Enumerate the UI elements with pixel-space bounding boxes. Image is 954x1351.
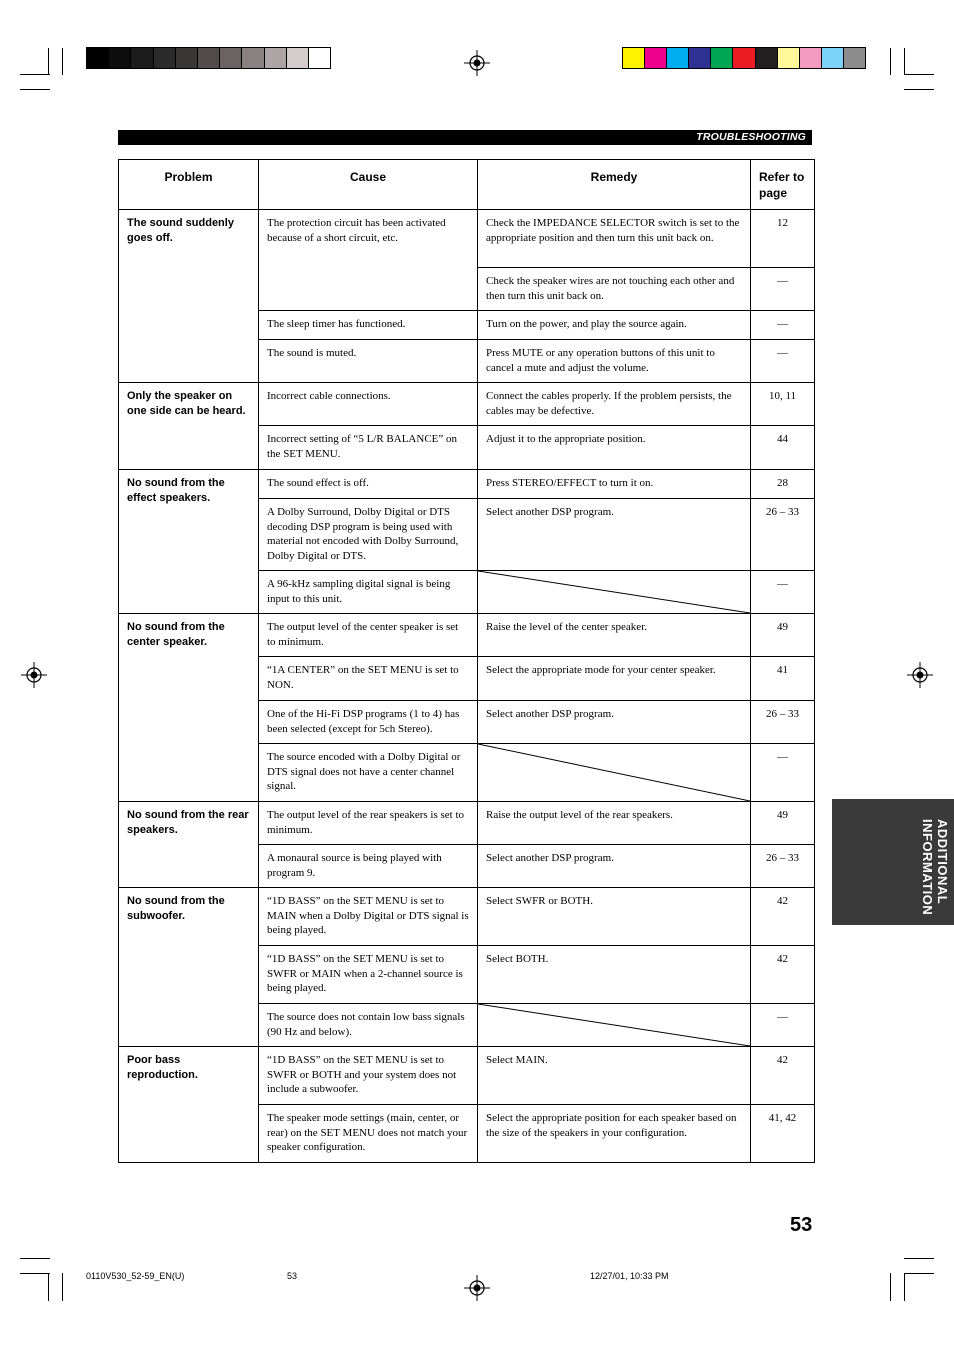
refer-cell: 44 <box>751 426 815 470</box>
color-swatch <box>309 48 330 68</box>
remedy-cell: Select another DSP program. <box>478 701 751 744</box>
refer-cell: 26 – 33 <box>751 499 815 571</box>
table-row <box>119 383 815 426</box>
color-swatch <box>109 48 131 68</box>
troubleshooting-table <box>118 159 815 1163</box>
color-swatch <box>87 48 109 68</box>
table-row <box>119 614 815 657</box>
table-row <box>119 1047 815 1105</box>
refer-cell: 42 <box>751 946 815 1004</box>
column-header-refer: Refer to page <box>751 160 815 210</box>
color-swatch <box>287 48 309 68</box>
color-swatch <box>800 48 822 68</box>
crop-mark <box>904 89 934 90</box>
side-tab-line2: INFORMATION <box>920 819 935 916</box>
color-swatch <box>667 48 689 68</box>
crop-mark <box>904 1273 934 1274</box>
table-row <box>119 470 815 499</box>
cause-cell: “1D BASS” on the SET MENU is set to SWFR or BOTH and your system does not include a subwoofer. <box>259 1047 478 1105</box>
crop-mark <box>904 1273 905 1301</box>
problem-cell: No sound from the center speaker. <box>119 614 259 802</box>
not-applicable-cell <box>478 571 751 614</box>
side-tab <box>832 799 954 925</box>
table-header-row <box>119 160 815 210</box>
remedy-cell: Adjust it to the appropriate position. <box>478 426 751 470</box>
cause-cell: The output level of the center speaker is set to minimum. <box>259 614 478 657</box>
refer-cell: 26 – 33 <box>751 845 815 888</box>
refer-cell: 10, 11 <box>751 383 815 426</box>
remedy-cell: Select another DSP program. <box>478 499 751 571</box>
problem-cell: The sound suddenly goes off. <box>119 210 259 383</box>
remedy-cell: Check the speaker wires are not touching each other and then turn this unit back on. <box>478 268 751 311</box>
not-applicable-cell <box>478 744 751 802</box>
remedy-cell: Press MUTE or any operation buttons of this unit to cancel a mute and adjust the volume. <box>478 340 751 383</box>
refer-cell: 26 – 33 <box>751 701 815 744</box>
color-swatch <box>778 48 800 68</box>
side-tab-label <box>832 799 954 925</box>
remedy-cell: Select another DSP program. <box>478 845 751 888</box>
cause-cell: The sound effect is off. <box>259 470 478 499</box>
color-swatch <box>154 48 176 68</box>
column-header-remedy: Remedy <box>478 160 751 210</box>
cause-cell: “1A CENTER” on the SET MENU is set to NON. <box>259 657 478 701</box>
footer-page: 53 <box>287 1271 298 1281</box>
remedy-cell: Select MAIN. <box>478 1047 751 1105</box>
cause-cell: The output level of the rear speakers is set to minimum. <box>259 802 478 845</box>
cause-cell: The source does not contain low bass signals (90 Hz and below). <box>259 1004 478 1047</box>
cause-cell: A monaural source is being played with program 9. <box>259 845 478 888</box>
cause-cell: “1D BASS” on the SET MENU is set to MAIN when a Dolby Digital or DTS signal is being played. <box>259 888 478 946</box>
problem-cell: Poor bass reproduction. <box>119 1047 259 1163</box>
registration-mark-icon <box>21 662 47 688</box>
color-swatch <box>198 48 220 68</box>
remedy-cell: Raise the output level of the rear speakers. <box>478 802 751 845</box>
refer-cell: 49 <box>751 614 815 657</box>
section-header <box>118 130 812 145</box>
color-swatch <box>645 48 667 68</box>
refer-cell: — <box>751 744 815 802</box>
side-tab-line1: ADDITIONAL <box>935 819 950 905</box>
refer-cell: — <box>751 311 815 340</box>
footer-timestamp: 12/27/01, 10:33 PM <box>590 1271 669 1281</box>
cause-cell: One of the Hi-Fi DSP programs (1 to 4) has been selected (except for 5ch Stereo). <box>259 701 478 744</box>
cause-cell: The sound is muted. <box>259 340 478 383</box>
registration-mark-icon <box>464 50 490 76</box>
cause-cell: “1D BASS” on the SET MENU is set to SWFR or MAIN when a 2-channel source is being played. <box>259 946 478 1004</box>
crop-mark <box>62 48 63 75</box>
cause-cell: The speaker mode settings (main, center, or rear) on the SET MENU does not match your speaker configuration. <box>259 1105 478 1163</box>
remedy-cell: Raise the level of the center speaker. <box>478 614 751 657</box>
registration-mark-icon <box>907 662 933 688</box>
remedy-cell: Select SWFR or BOTH. <box>478 888 751 946</box>
crop-mark <box>48 1273 49 1301</box>
crop-mark <box>904 1258 934 1259</box>
crop-mark <box>48 48 49 75</box>
remedy-cell: Turn on the power, and play the source again. <box>478 311 751 340</box>
refer-cell: — <box>751 1004 815 1047</box>
crop-mark <box>20 1273 50 1274</box>
color-swatch <box>131 48 153 68</box>
table-row <box>119 210 815 268</box>
footer-file: 0110V530_52-59_EN(U) <box>86 1271 185 1281</box>
cause-cell: The sleep timer has functioned. <box>259 311 478 340</box>
refer-cell: — <box>751 340 815 383</box>
refer-cell: — <box>751 571 815 614</box>
refer-cell: 42 <box>751 888 815 946</box>
registration-mark-icon <box>464 1275 490 1301</box>
not-applicable-cell <box>478 1004 751 1047</box>
remedy-cell: Press STEREO/EFFECT to turn it on. <box>478 470 751 499</box>
cause-cell: The protection circuit has been activated because of a short circuit, etc. <box>259 210 478 311</box>
color-calibration-bar <box>622 47 866 69</box>
refer-cell: 49 <box>751 802 815 845</box>
table-row <box>119 802 815 845</box>
problem-cell: No sound from the subwoofer. <box>119 888 259 1047</box>
gray-calibration-bar <box>86 47 331 69</box>
cause-cell: Incorrect setting of “5 L/R BALANCE” on the SET MENU. <box>259 426 478 470</box>
crop-mark <box>20 74 50 75</box>
remedy-cell: Select the appropriate mode for your center speaker. <box>478 657 751 701</box>
color-swatch <box>711 48 733 68</box>
cause-cell: The source encoded with a Dolby Digital or DTS signal does not have a center channel signal. <box>259 744 478 802</box>
crop-mark <box>890 1273 891 1301</box>
refer-cell: 41, 42 <box>751 1105 815 1163</box>
cause-cell: Incorrect cable connections. <box>259 383 478 426</box>
crop-mark <box>904 48 905 75</box>
cause-cell: A 96-kHz sampling digital signal is being input to this unit. <box>259 571 478 614</box>
crop-mark <box>890 48 891 75</box>
refer-cell: 12 <box>751 210 815 268</box>
color-swatch <box>844 48 865 68</box>
remedy-cell: Connect the cables properly. If the problem persists, the cables may be defective. <box>478 383 751 426</box>
column-header-problem: Problem <box>119 160 259 210</box>
color-swatch <box>265 48 287 68</box>
color-swatch <box>623 48 645 68</box>
crop-mark <box>20 1258 50 1259</box>
remedy-cell: Check the IMPEDANCE SELECTOR switch is set to the appropriate position and then turn this unit back on. <box>478 210 751 268</box>
color-swatch <box>176 48 198 68</box>
column-header-cause: Cause <box>259 160 478 210</box>
section-title: TROUBLESHOOTING <box>696 131 806 143</box>
refer-cell: — <box>751 268 815 311</box>
table-row <box>119 888 815 946</box>
remedy-cell: Select the appropriate position for each speaker based on the size of the speakers in your configuration. <box>478 1105 751 1163</box>
color-swatch <box>689 48 711 68</box>
problem-cell: No sound from the rear speakers. <box>119 802 259 888</box>
problem-cell: No sound from the effect speakers. <box>119 470 259 614</box>
color-swatch <box>756 48 778 68</box>
refer-cell: 41 <box>751 657 815 701</box>
refer-cell: 42 <box>751 1047 815 1105</box>
color-swatch <box>220 48 242 68</box>
color-swatch <box>242 48 264 68</box>
refer-cell: 28 <box>751 470 815 499</box>
remedy-cell: Select BOTH. <box>478 946 751 1004</box>
cause-cell: A Dolby Surround, Dolby Digital or DTS decoding DSP program is being used with material not encoded with Dolby Surround, Dolby Digital or DTS. <box>259 499 478 571</box>
crop-mark <box>20 89 50 90</box>
color-swatch <box>733 48 755 68</box>
page-number: 53 <box>790 1214 813 1236</box>
problem-cell: Only the speaker on one side can be heard. <box>119 383 259 470</box>
crop-mark <box>904 74 934 75</box>
crop-mark <box>62 1273 63 1301</box>
color-swatch <box>822 48 844 68</box>
